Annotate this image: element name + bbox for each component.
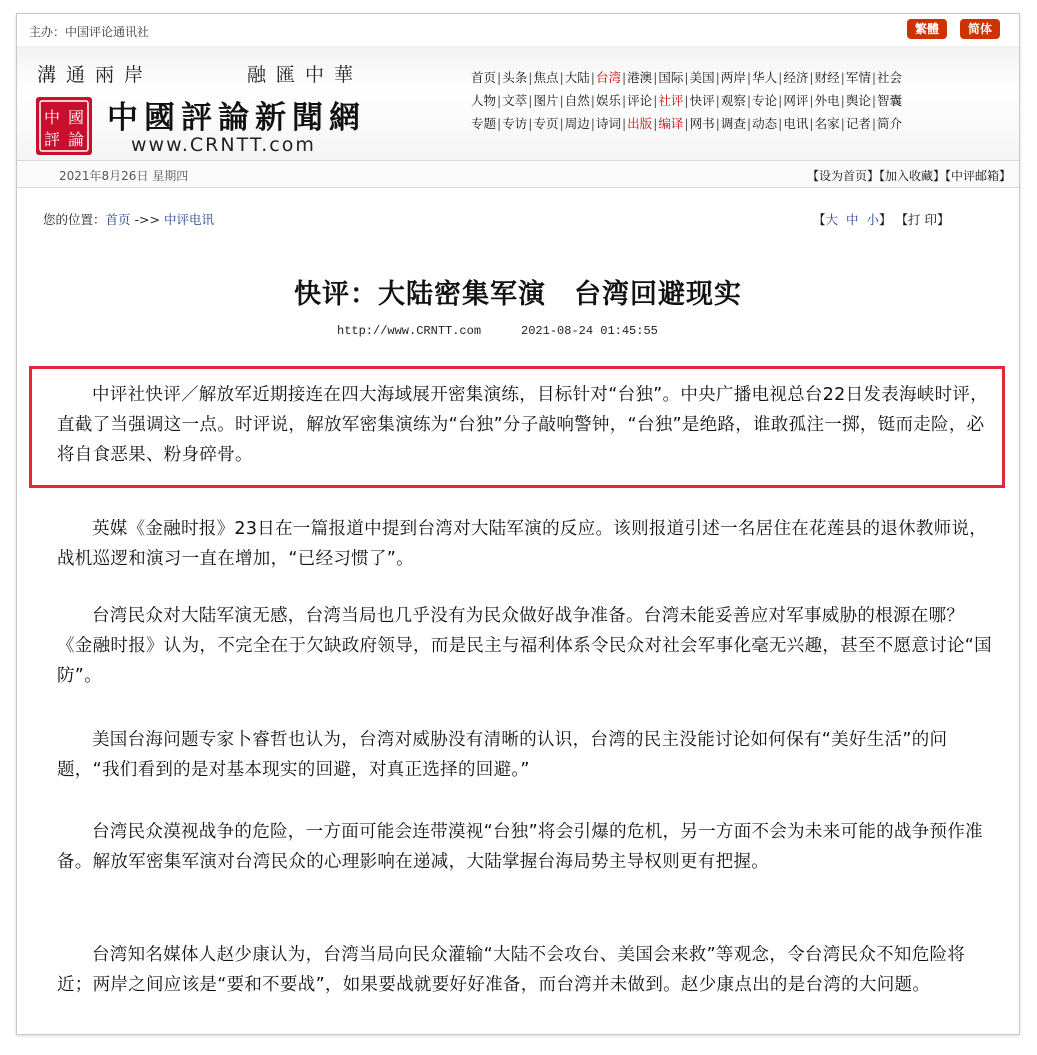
nav-link[interactable]: 动态	[752, 116, 778, 131]
nav-link[interactable]: 焦点	[533, 70, 559, 85]
nav-link[interactable]: 首页	[471, 70, 497, 85]
nav-link[interactable]: 娱乐	[595, 93, 621, 108]
main-navigation	[471, 66, 1011, 135]
nav-link[interactable]: 周边	[564, 116, 590, 131]
nav-link[interactable]: 财经	[814, 70, 840, 85]
nav-separator: |	[497, 93, 502, 108]
simplified-chinese-button[interactable]: 简体	[960, 19, 1000, 39]
nav-separator: |	[715, 93, 720, 108]
nav-separator: |	[590, 70, 595, 85]
nav-separator: |	[559, 70, 564, 85]
nav-separator: |	[746, 116, 752, 131]
article-source	[337, 324, 658, 338]
nav-link[interactable]: 专访	[502, 116, 528, 131]
nav-separator: |	[840, 116, 845, 131]
nav-link[interactable]: 两岸	[720, 70, 746, 85]
nav-separator: |	[871, 93, 877, 108]
nav-separator: |	[653, 93, 658, 108]
breadcrumb-arrow: ->>	[130, 212, 164, 227]
nav-separator: |	[840, 70, 845, 85]
breadcrumb-section-link[interactable]: 中评电讯	[163, 212, 214, 227]
nav-link[interactable]: 国际	[658, 70, 684, 85]
nav-link[interactable]: 电讯	[783, 116, 809, 131]
nav-separator: |	[715, 116, 720, 131]
nav-link[interactable]: 诗词	[595, 116, 621, 131]
nav-link[interactable]: 简介	[877, 116, 903, 131]
host-label: 主办：中国评论通讯社	[29, 25, 150, 39]
nav-separator: |	[809, 93, 814, 108]
article-paragraph: 中评社快评／解放军近期接连在四大海域展开密集演练，目标针对“台独”。中央广播电视总台22日发表海峡时评，直截了当强调这一点。时评说，解放军密集演练为“台独”分子敲响警钟，“台独”是绝路，谁敢孤注一掷，铤而走险，必将自食恶果、粉身碎骨。	[57, 385, 988, 465]
font-size-bracket-open: 【	[813, 212, 826, 227]
seal-char-4: 論	[67, 130, 85, 149]
nav-separator: |	[559, 116, 564, 131]
utility-links[interactable]: 【设为首页】【加入收藏】【中评邮箱】	[806, 169, 1011, 183]
nav-row-1	[471, 66, 1011, 89]
publish-timestamp: 2021-08-24 01:45:55	[521, 324, 658, 338]
nav-link[interactable]: 观察	[720, 93, 746, 108]
seal-char-1: 中	[43, 108, 61, 127]
top-bar	[17, 14, 1019, 46]
article-paragraph: 台湾知名媒体人赵少康认为，台湾当局向民众灌输“大陆不会攻台、美国会来救”等观念，令台湾民众不知危险将近；两岸之间应该是“要和不要战”，如果要战就要好好准备，而台湾并未做到。赵少康点出的是台湾的大问题。	[57, 945, 966, 995]
font-large-link[interactable]: 大	[825, 212, 839, 227]
nav-separator: |	[871, 70, 877, 85]
nav-link[interactable]: 华人	[752, 70, 778, 85]
nav-separator: |	[497, 116, 502, 131]
site-url[interactable]: www.CRNTT.com	[131, 134, 316, 156]
article-paragraph: 英媒《金融时报》23日在一篇报道中提到台湾对大陆军演的反应。该则报道引述一名居住在花莲县的退休教师说，战机巡逻和演习一直在增加，“已经习惯了”。	[57, 519, 988, 569]
slogan-right: 融匯中華	[247, 64, 364, 86]
nav-link[interactable]: 快评	[689, 93, 715, 108]
nav-separator: |	[871, 116, 877, 131]
nav-separator: |	[621, 116, 627, 131]
nav-separator: |	[684, 70, 689, 85]
article-paragraph: 美国台海问题专家卜睿哲也认为，台湾对威胁没有清晰的认识，台湾的民主没能讨论如何保有“美好生活”的问题，“我们看到的是对基本现实的回避，对真正选择的回避。”	[57, 730, 948, 780]
nav-separator: |	[653, 70, 658, 85]
nav-separator: |	[528, 116, 533, 131]
source-url[interactable]: http://www.CRNTT.com	[337, 324, 482, 338]
nav-link[interactable]: 舆论	[845, 93, 871, 108]
site-name[interactable]: 中國評論新聞網	[107, 100, 366, 136]
article-title: 快评：大陆密集军演 台湾回避现实	[294, 279, 742, 310]
nav-link[interactable]: 专论	[752, 93, 778, 108]
nav-separator: |	[809, 70, 814, 85]
nav-separator: |	[840, 93, 845, 108]
nav-row-3	[471, 112, 1011, 135]
font-medium-link[interactable]: 中	[845, 212, 859, 227]
nav-link[interactable]: 人物	[471, 93, 497, 108]
nav-separator: |	[528, 93, 533, 108]
nav-link[interactable]: 美国	[689, 70, 715, 85]
nav-separator: |	[715, 70, 720, 85]
nav-link[interactable]: 评论	[627, 93, 653, 108]
nav-link[interactable]: 图片	[533, 93, 559, 108]
nav-separator: |	[559, 93, 564, 108]
nav-link[interactable]: 文萃	[502, 93, 528, 108]
breadcrumb-bar	[17, 210, 1019, 230]
nav-link[interactable]: 网书	[689, 116, 715, 131]
page-frame	[16, 13, 1020, 1035]
font-small-link[interactable]: 小	[866, 212, 879, 227]
current-date: 2021年8月26日 星期四	[59, 169, 189, 183]
nav-link[interactable]: 社评	[658, 93, 684, 108]
article-tools	[813, 210, 949, 228]
nav-link[interactable]: 编译	[658, 116, 684, 131]
article-paragraph: 台湾民众漠视战争的危险，一方面可能会连带漠视“台独”将会引爆的危机，另一方面不会为未来可能的战争预作准备。解放军密集军演对台湾民众的心理影响在递减，大陆掌握台海局势主导权则更有把握。	[57, 822, 983, 872]
nav-separator: |	[528, 70, 533, 85]
slogan-left: 溝通兩岸	[37, 64, 154, 86]
nav-separator: |	[497, 70, 502, 85]
nav-link[interactable]: 大陆	[564, 70, 590, 85]
breadcrumb	[43, 210, 214, 228]
site-header	[17, 46, 1019, 160]
nav-link[interactable]: 港澳	[627, 70, 653, 85]
nav-link[interactable]: 头条	[502, 70, 528, 85]
nav-link[interactable]: 台湾	[595, 70, 621, 85]
nav-link[interactable]: 调查	[720, 116, 746, 131]
nav-link[interactable]: 网评	[783, 93, 809, 108]
seal-char-3: 評	[43, 130, 61, 149]
nav-link[interactable]: 社会	[877, 70, 903, 85]
nav-link[interactable]: 出版	[627, 116, 653, 131]
nav-separator: |	[746, 93, 752, 108]
article-paragraph: 台湾民众对大陆军演无感，台湾当局也几乎没有为民众做好战争准备。台湾未能妥善应对军事威胁的根源在哪？《金融时报》认为，不完全在于欠缺政府领导，而是民主与福利体系令民众对社会军事化毫无兴趣，甚至不愿意讨论“国防”。	[57, 606, 992, 686]
nav-separator: |	[684, 116, 689, 131]
nav-row-2	[471, 89, 1011, 112]
print-link[interactable]: 【打 印】	[895, 212, 950, 227]
nav-separator: |	[684, 93, 689, 108]
nav-separator: |	[746, 70, 752, 85]
breadcrumb-prefix: 您的位置：	[43, 212, 106, 227]
nav-link[interactable]: 名家	[814, 116, 840, 131]
date-bar	[17, 160, 1019, 188]
traditional-chinese-button[interactable]: 繁體	[907, 19, 947, 39]
breadcrumb-home-link[interactable]: 首页	[105, 212, 131, 227]
nav-link[interactable]: 专题	[471, 116, 497, 131]
nav-link[interactable]: 专页	[533, 116, 559, 131]
nav-separator: |	[590, 116, 595, 131]
nav-link[interactable]: 军情	[845, 70, 871, 85]
font-size-bracket-close: 】	[878, 212, 892, 227]
nav-separator: |	[809, 116, 814, 131]
nav-separator: |	[590, 93, 595, 108]
nav-link[interactable]: 外电	[814, 93, 840, 108]
nav-separator: |	[778, 93, 783, 108]
nav-separator: |	[778, 70, 783, 85]
nav-link[interactable]: 记者	[845, 116, 871, 131]
nav-separator: |	[621, 70, 627, 85]
nav-link[interactable]: 自然	[564, 93, 590, 108]
site-logo-seal[interactable]	[35, 96, 93, 156]
nav-separator: |	[621, 93, 627, 108]
nav-link[interactable]: 智囊	[877, 93, 903, 108]
nav-separator: |	[778, 116, 783, 131]
seal-char-2: 國	[67, 108, 85, 127]
nav-separator: |	[653, 116, 658, 131]
nav-link[interactable]: 经济	[783, 70, 809, 85]
